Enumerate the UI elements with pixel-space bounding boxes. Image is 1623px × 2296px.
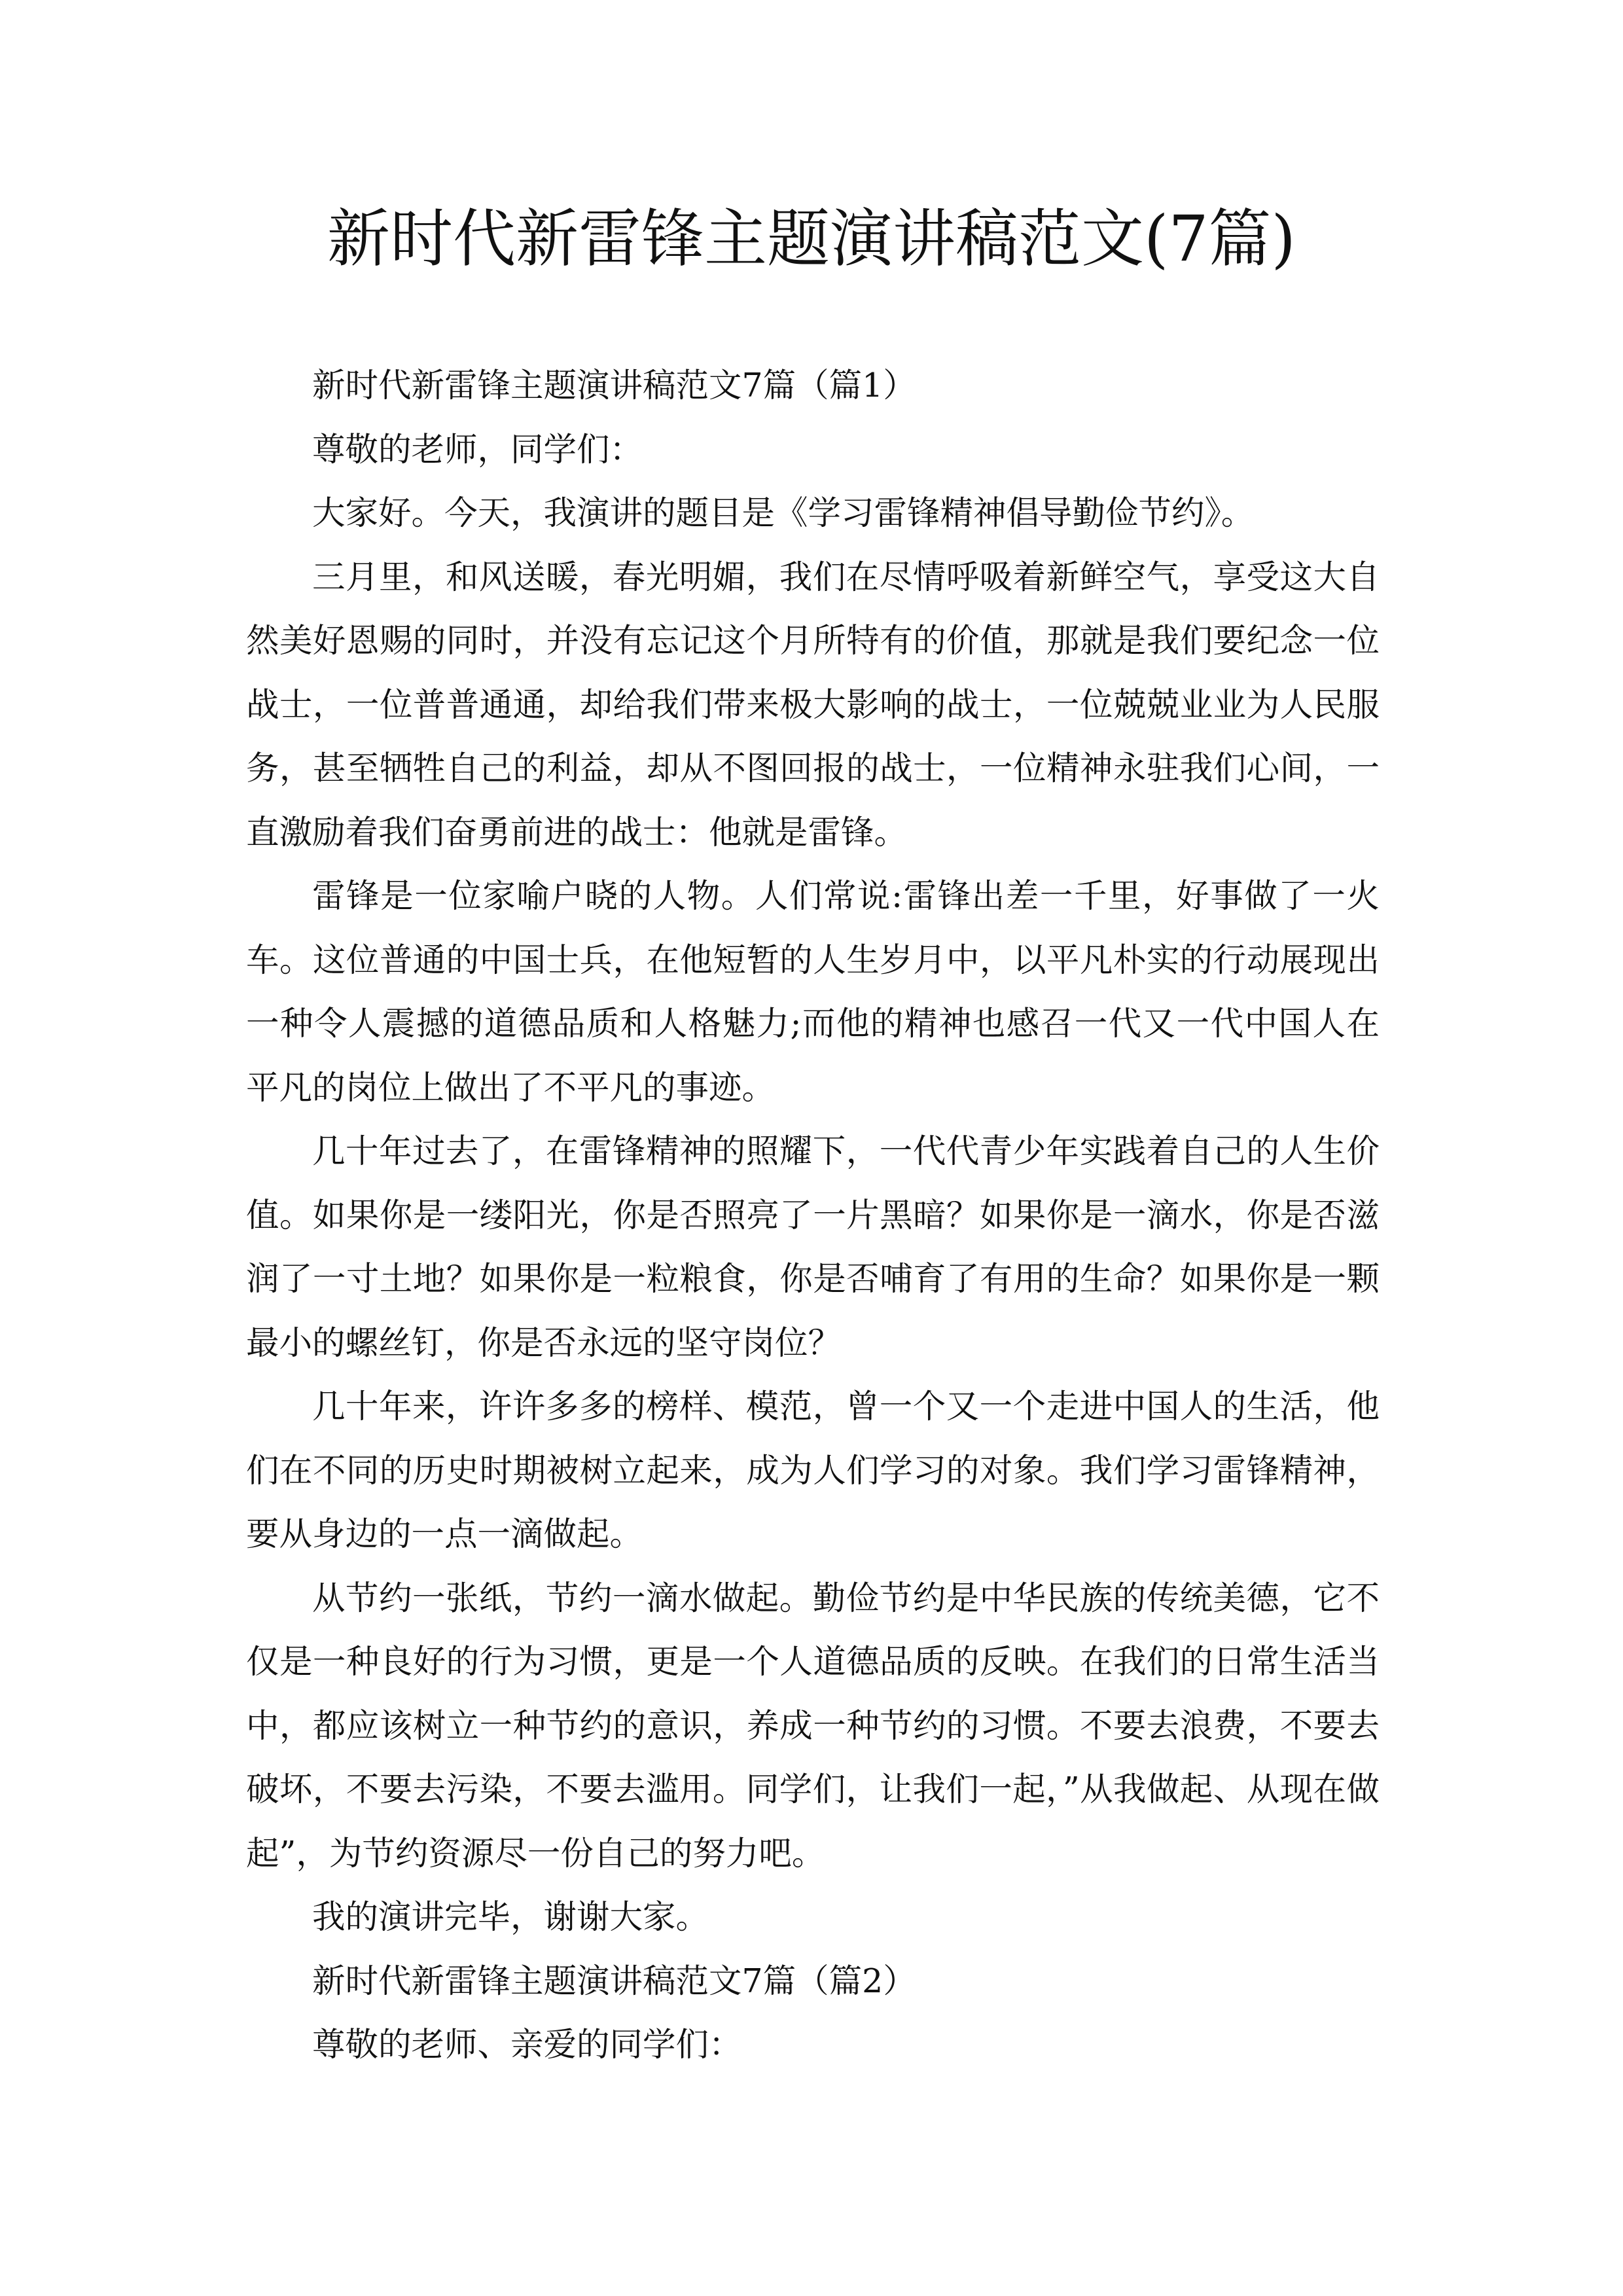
section-heading-2: 新时代新雷锋主题演讲稿范文7篇（篇2） [312,1961,916,2000]
salutation-1: 尊敬的老师，同学们： [312,429,643,469]
body-paragraph: 几十年过去了，在雷锋精神的照耀下，一代代青少年实践着自己的人生价值。如果你是一缕阳光，你是否照亮了一片黑暗？如果你是一滴水，你是否滋润了一寸土地？如果你是一粒粮食，你是否哺育了有用的生命？如果你是一颗最小的螺丝钉，你是否永远的坚守岗位？ [246,1132,1380,1362]
document-body [246,353,1380,2077]
body-paragraph: 从节约一张纸，节约一滴水做起。勤俭节约是中华民族的传统美德，它不仅是一种良好的行为习惯，更是一个人道德品质的反映。在我们的日常生活当中，都应该树立一种节约的意识，养成一种节约的习惯。不要去浪费，不要去破坏，不要去污染，不要去滥用。同学们，让我们一起，”从我做起、从现在做起”，为节约资源尽一份自己的努力吧。 [246,1578,1380,1873]
section-heading-1: 新时代新雷锋主题演讲稿范文7篇（篇1） [312,366,916,404]
body-paragraph: 几十年来，许许多多的榜样、模范，曾一个又一个走进中国人的生活，他们在不同的历史时期被树立起来，成为人们学习的对象。我们学习雷锋精神，要从身边的一点一滴做起。 [246,1387,1380,1553]
body-paragraph: 三月里，和风送暖，春光明媚，我们在尽情呼吸着新鲜空气，享受这大自然美好恩赐的同时，并没有忘记这个月所特有的价值，那就是我们要纪念一位战士，一位普普通通，却给我们带来极大影响的战士，一位兢兢业业为人民服务，甚至牺牲自己的利益，却从不图回报的战士，一位精神永驻我们心间，一直激励着我们奋勇前进的战士：他就是雷锋。 [246,557,1380,852]
greeting-paragraph: 大家好。今天，我演讲的题目是《学习雷锋精神倡导勤俭节约》。 [312,493,1255,532]
salutation-2: 尊敬的老师、亲爱的同学们： [312,2025,742,2064]
closing-paragraph: 我的演讲完毕，谢谢大家。 [312,1897,709,1936]
document-title: 新时代新雷锋主题演讲稿范文(7篇) [327,202,1296,276]
body-paragraph: 雷锋是一位家喻户晓的人物。人们常说:雷锋出差一千里，好事做了一火车。这位普通的中国士兵，在他短暂的人生岁月中，以平凡朴实的行动展现出一种令人震撼的道德品质和人格魅力;而他的精神也感召一代又一代中国人在平凡的岗位上做出了不平凡的事迹。 [246,876,1380,1107]
